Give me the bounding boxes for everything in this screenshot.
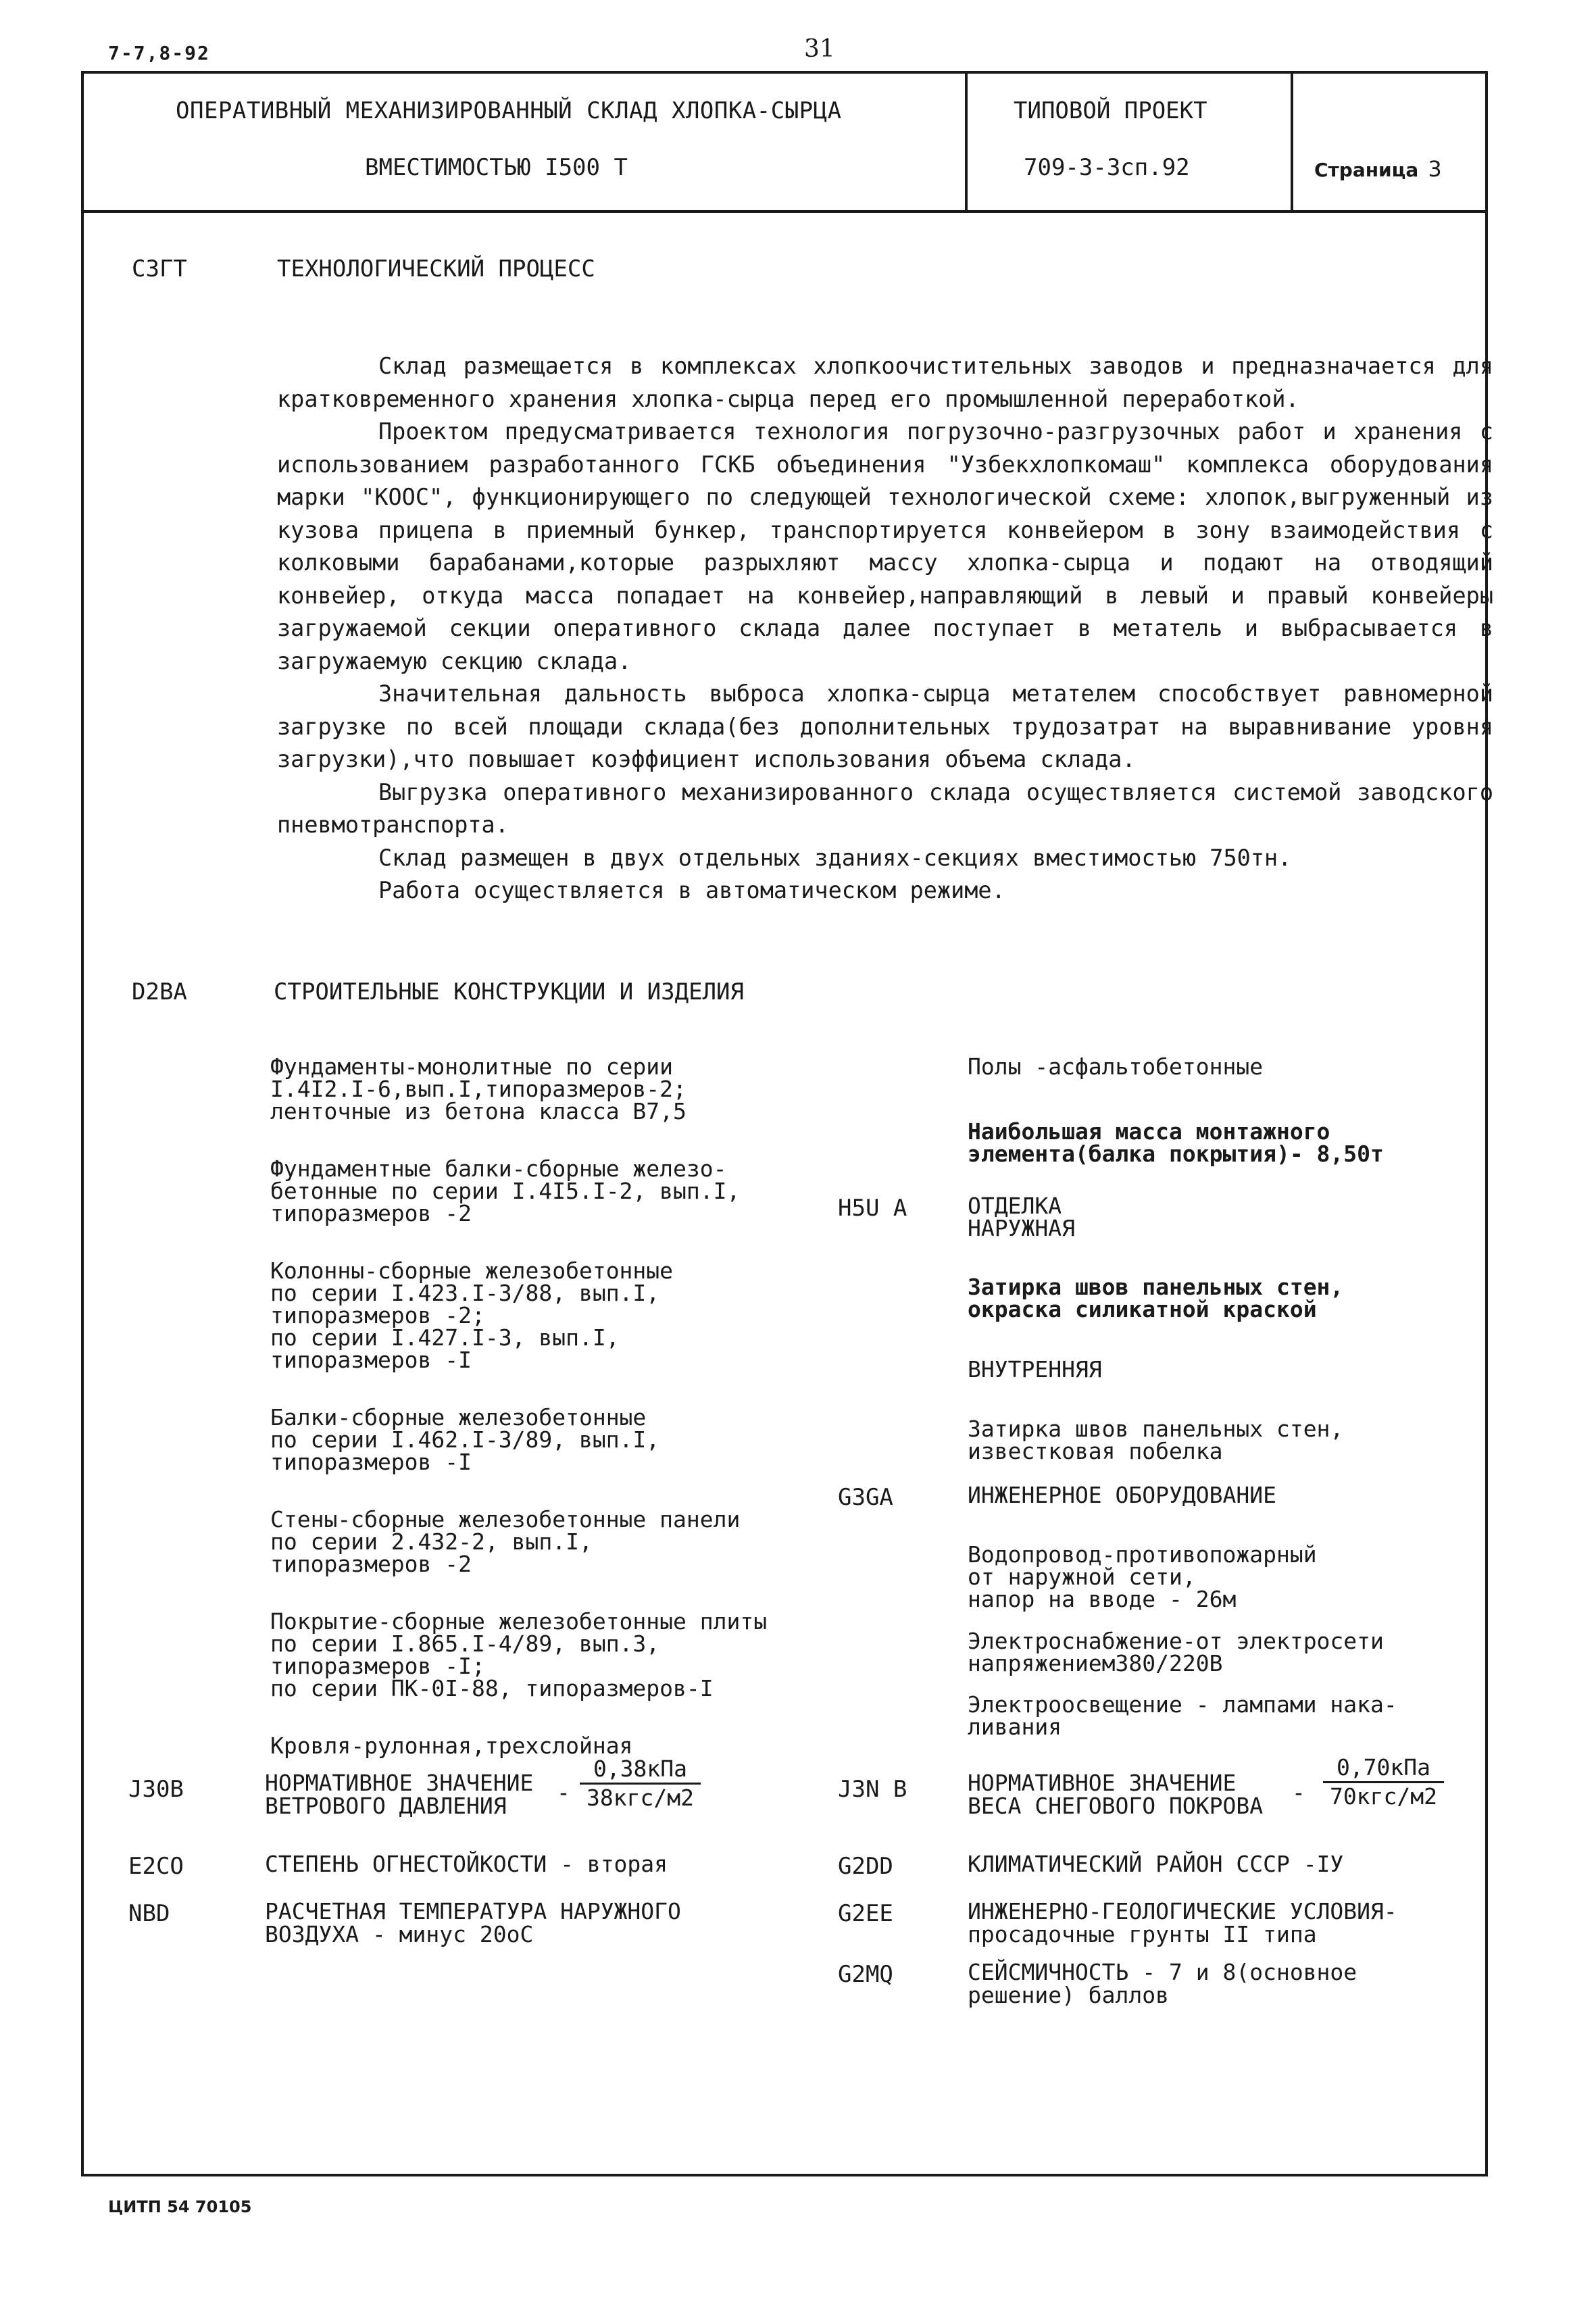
sheet-number: 31 bbox=[804, 35, 835, 63]
project-type: ТИПОВОЙ ПРОЕКТ bbox=[1014, 97, 1207, 124]
list-item: Балки-сборные железобетонные по серии I.462.I-3/89, вып.I, типоразмеров -I bbox=[270, 1404, 660, 1475]
lighting: Электроосвещение - лампами нака- ливания bbox=[968, 1691, 1397, 1740]
section-code: H5U A bbox=[838, 1195, 907, 1222]
title-line-2: ВМЕСТИМОСТЬЮ I500 Т bbox=[365, 154, 628, 181]
paragraph: Значительная дальность выброса хлопка-сырца метателем способствует равномерной загрузке по всей площади склада(без дополнительных трудозатрат на выравнивание уровня загрузки),что повышает коэффициент использования объема склада. bbox=[277, 680, 1493, 772]
param-code: NBD bbox=[128, 1900, 170, 1927]
paragraph: Работа осуществляется в автоматическом режиме. bbox=[378, 877, 1005, 903]
param-code: E2CO bbox=[128, 1853, 184, 1880]
section-code: D2BA bbox=[132, 978, 187, 1005]
page-value: 3 bbox=[1428, 156, 1442, 182]
power-supply: Электроснабжение-от электросети напряжением380/220В bbox=[968, 1628, 1384, 1676]
fire-rating: СТЕПЕНЬ ОГНЕСТОЙКОСТИ - вторая bbox=[265, 1851, 668, 1877]
list-item: Колонны-сборные железобетонные по серии I.423.I-3/88, вып.I, типоразмеров -2; по серии I.427.I-3, вып.I, типоразмеров -I bbox=[270, 1258, 674, 1373]
title-divider bbox=[1291, 74, 1293, 210]
design-temperature: РАСЧЕТНАЯ ТЕМПЕРАТУРА НАРУЖНОГО ВОЗДУХА - минус 20оС bbox=[265, 1898, 681, 1947]
title-block bbox=[84, 74, 1485, 213]
snow-dash: - bbox=[1292, 1779, 1305, 1806]
section-code: С3ГТ bbox=[132, 255, 187, 282]
snow-numerator: 0,70кПа bbox=[1323, 1754, 1444, 1783]
climate-zone: КЛИМАТИЧЕСКИЙ РАЙОН СССР -IУ bbox=[968, 1851, 1344, 1877]
max-mass: Наибольшая масса монтажного элемента(балка покрытия)- 8,50т bbox=[968, 1118, 1384, 1167]
paragraph: Проектом предусматривается технология погрузочно-разгрузочных работ и хранения с использованием разработанного ГСКБ объединения "Узбекхлопкомаш" комплекса оборудования марки "КООС", функционирующего по следующей технологической схеме: хлопок,выгруженный из кузова прицепа в приемный бункер, транспортируется конвейером в зону взаимодействия с колковыми барабанами,которые разрыхляют массу хлопка-сырца и подают на отводящий конвейер, откуда масса попадает на конвейер,направляющий в левый и правый конвейеры загружаемой секции оперативного склада далее поступает в метатель и выбрасывается в загружаемую секцию склада. bbox=[277, 418, 1493, 674]
snow-value bbox=[1323, 1754, 1444, 1810]
param-code: J30B bbox=[128, 1776, 184, 1803]
snow-denominator: 70кгс/м2 bbox=[1330, 1783, 1437, 1810]
paragraph: Выгрузка оперативного механизированного склада осуществляется системой заводского пневмотранспорта. bbox=[277, 778, 1493, 838]
wind-label: НОРМАТИВНОЕ ЗНАЧЕНИЕ ВЕТРОВОГО ДАВЛЕНИЯ bbox=[265, 1770, 534, 1819]
geo-conditions: ИНЖЕНЕРНО-ГЕОЛОГИЧЕСКИЕ УСЛОВИЯ- просадочные грунты II типа bbox=[968, 1898, 1397, 1947]
floors: Полы -асфальтобетонные bbox=[968, 1053, 1264, 1080]
param-code: G2DD bbox=[838, 1853, 893, 1880]
engineering-title: ИНЖЕНЕРНОЕ ОБОРУДОВАНИЕ bbox=[968, 1482, 1276, 1508]
wind-denominator: 38кгс/м2 bbox=[587, 1785, 694, 1811]
document-code: 7-7,8-92 bbox=[108, 42, 210, 64]
list-item: Фундаменты-монолитные по серии I.4I2.I-6,вып.I,типоразмеров-2; ленточные из бетона класса В7,5 bbox=[270, 1053, 687, 1124]
list-item: Стены-сборные железобетонные панели по серии 2.432-2, вып.I, типоразмеров -2 bbox=[270, 1506, 741, 1577]
paragraph: Склад размещен в двух отдельных зданиях-секциях вместимостью 750тн. bbox=[378, 844, 1292, 871]
snow-label: НОРМАТИВНОЕ ЗНАЧЕНИЕ ВЕСА СНЕГОВОГО ПОКРОВА bbox=[968, 1770, 1264, 1819]
section-title: СТРОИТЕЛЬНЫЕ КОНСТРУКЦИИ И ИЗДЕЛИЯ bbox=[274, 978, 744, 1005]
finish-title: ОТДЕЛКА НАРУЖНАЯ bbox=[968, 1193, 1075, 1241]
wind-dash: - bbox=[557, 1779, 570, 1806]
wind-numerator: 0,38кПа bbox=[580, 1756, 701, 1785]
list-item: Покрытие-сборные железобетонные плиты по серии I.865.I-4/89, вып.3, типоразмеров -I; по серии ПК-0I-88, типоразмеров-I bbox=[270, 1608, 768, 1701]
page-indicator bbox=[1314, 156, 1442, 182]
water-supply: Водопровод-противопожарный от наружной сети, напор на вводе - 26м bbox=[968, 1541, 1317, 1612]
finish-inner: Затирка швов панельных стен, известковая побелка bbox=[968, 1416, 1344, 1464]
param-code: G2MQ bbox=[838, 1961, 893, 1988]
page-label: Страница bbox=[1314, 159, 1419, 181]
title-line-1: ОПЕРАТИВНЫЙ МЕХАНИЗИРОВАННЫЙ СКЛАД ХЛОПКА-СЫРЦА bbox=[176, 97, 842, 124]
wind-value bbox=[580, 1756, 701, 1812]
paragraph: Склад размещается в комплексах хлопкоочистительных заводов и предназначается для кратковременного хранения хлопка-сырца перед его промышленной переработкой. bbox=[277, 353, 1493, 412]
structures-list bbox=[270, 1055, 851, 1792]
list-item: Кровля-рулонная,трехслойная bbox=[270, 1733, 633, 1759]
param-code: G2EE bbox=[838, 1900, 893, 1927]
title-divider bbox=[965, 74, 968, 210]
section-title: ТЕХНОЛОГИЧЕСКИЙ ПРОЦЕСС bbox=[277, 255, 595, 282]
seismicity: СЕЙСМИЧНОСТЬ - 7 и 8(основное решение) баллов bbox=[968, 1959, 1357, 2008]
param-code: J3N B bbox=[838, 1776, 907, 1803]
process-description bbox=[277, 350, 1493, 907]
list-item: Фундаментные балки-сборные железо- бетонные по серии I.4I5.I-2, вып.I, типоразмеров -2 bbox=[270, 1155, 741, 1226]
footer-stamp: ЦИТП 54 70105 bbox=[108, 2197, 252, 2216]
finish-outer: Затирка швов панельных стен, окраска силикатной краской bbox=[968, 1274, 1344, 1322]
section-code: G3GA bbox=[838, 1484, 893, 1511]
finish-inner-title: ВНУТРЕННЯЯ bbox=[968, 1356, 1102, 1383]
project-number: 709-3-3сп.92 bbox=[1024, 154, 1190, 181]
